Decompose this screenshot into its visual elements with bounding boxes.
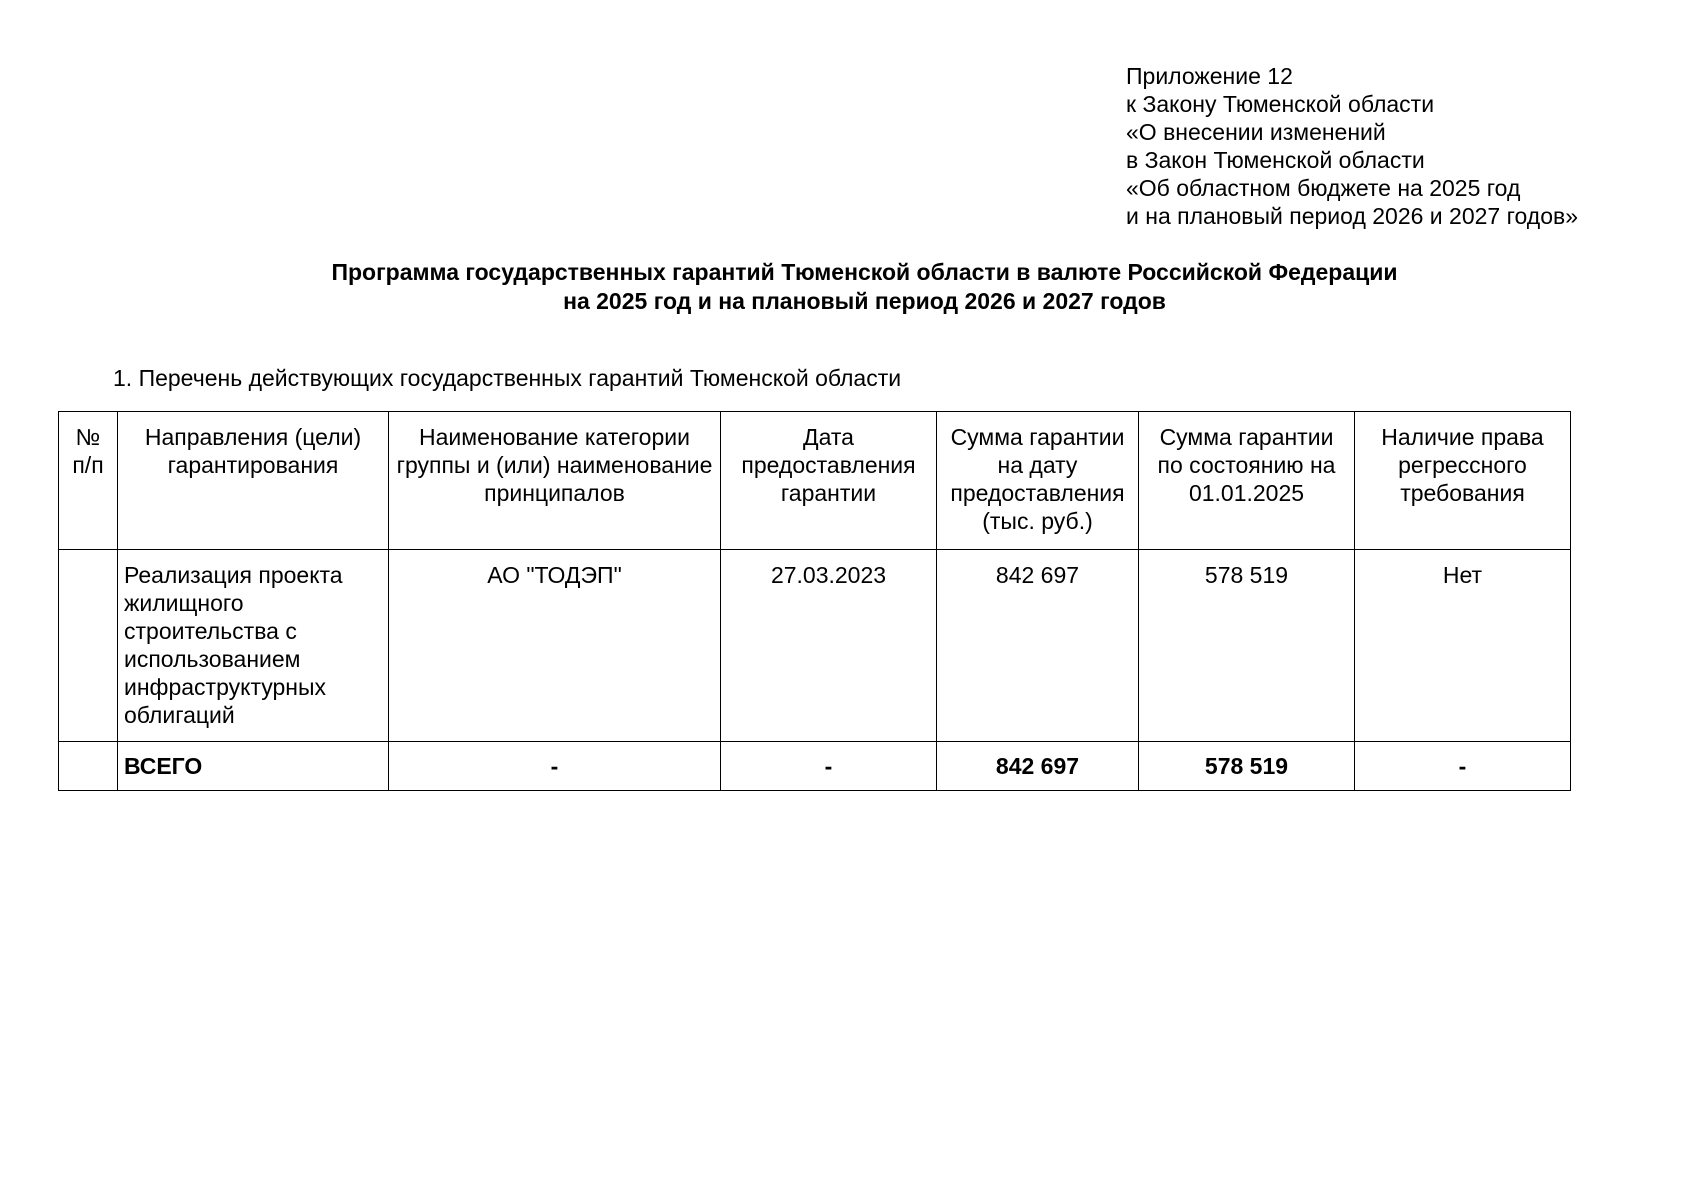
total-label: ВСЕГО bbox=[118, 742, 389, 791]
appendix-header-line: Приложение 12 bbox=[1126, 63, 1293, 89]
table-header-row bbox=[59, 412, 1571, 550]
cell-amount-2025: 578 519 bbox=[1139, 550, 1355, 742]
cell-number bbox=[59, 550, 118, 742]
column-header-recourse: Наличие права регрессного требования bbox=[1355, 412, 1571, 550]
cell-purpose: Реализация проекта жилищного строительства с использованием инфраструктурных облигаций bbox=[118, 550, 389, 742]
guarantees-table bbox=[58, 411, 1571, 791]
appendix-header-line: и на плановый период 2026 и 2027 годов» bbox=[1126, 203, 1578, 229]
document-title bbox=[0, 258, 1697, 316]
total-cell-number bbox=[59, 742, 118, 791]
column-header-amount-2025: Сумма гарантии по состоянию на 01.01.2025 bbox=[1139, 412, 1355, 550]
total-cell-principal: - bbox=[389, 742, 721, 791]
column-header-number: № п/п bbox=[59, 412, 118, 550]
cell-date: 27.03.2023 bbox=[721, 550, 937, 742]
column-header-principal: Наименование категории группы и (или) наименование принципалов bbox=[389, 412, 721, 550]
appendix-header-line: в Закон Тюменской области bbox=[1126, 147, 1425, 173]
total-cell-date: - bbox=[721, 742, 937, 791]
section-heading: 1. Перечень действующих государственных гарантий Тюменской области bbox=[113, 365, 902, 391]
table-row bbox=[59, 550, 1571, 742]
document-title-line: на 2025 год и на плановый период 2026 и 2027 годов bbox=[563, 288, 1166, 314]
column-header-purpose: Направления (цели) гарантирования bbox=[118, 412, 389, 550]
cell-recourse: Нет bbox=[1355, 550, 1571, 742]
column-header-date: Дата предоставления гарантии bbox=[721, 412, 937, 550]
total-cell-recourse: - bbox=[1355, 742, 1571, 791]
total-cell-amount-2025: 578 519 bbox=[1139, 742, 1355, 791]
appendix-header-line: к Закону Тюменской области bbox=[1126, 91, 1435, 117]
cell-amount-at-date: 842 697 bbox=[937, 550, 1139, 742]
appendix-header-line: «Об областном бюджете на 2025 год bbox=[1126, 175, 1521, 201]
cell-principal: АО "ТОДЭП" bbox=[389, 550, 721, 742]
document-title-line: Программа государственных гарантий Тюменской области в валюте Российской Федерации bbox=[331, 259, 1398, 285]
column-header-amount-at-date: Сумма гарантии на дату предоставления (тыс. руб.) bbox=[937, 412, 1139, 550]
appendix-header-line: «О внесении изменений bbox=[1126, 119, 1386, 145]
table-total-row bbox=[59, 742, 1571, 791]
appendix-header bbox=[1126, 62, 1578, 230]
total-cell-amount-at-date: 842 697 bbox=[937, 742, 1139, 791]
